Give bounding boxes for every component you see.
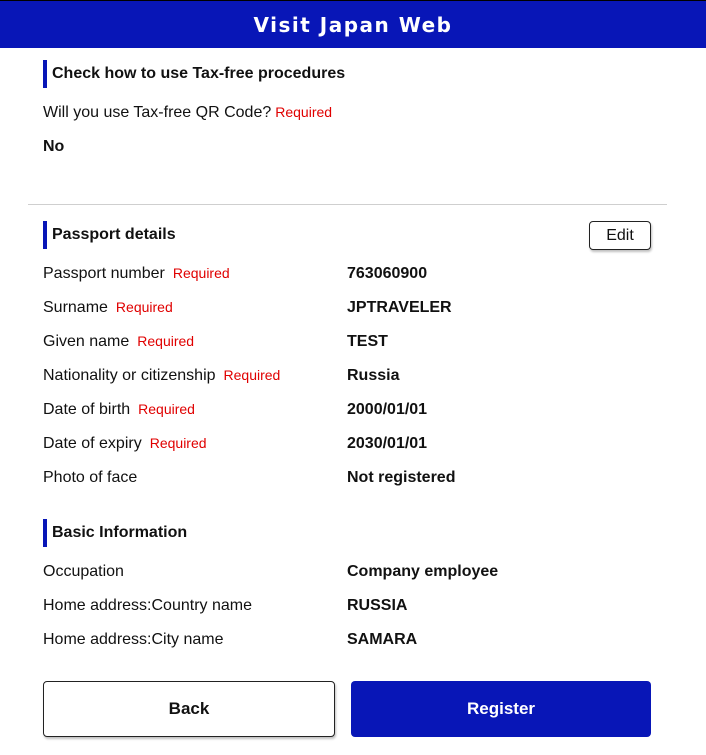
required-badge: Required [138, 401, 195, 417]
required-badge: Required [137, 333, 195, 349]
basic-row-city [43, 630, 663, 650]
passport-section-title [43, 221, 176, 249]
basic-section-title-text: Basic Information [52, 524, 188, 541]
taxfree-section-title-text: Check how to use Tax-free procedures [52, 65, 346, 82]
taxfree-question-text: Will you use Tax-free QR Code? [43, 104, 272, 121]
row-value: RUSSIA [347, 597, 408, 614]
required-badge: Required [172, 265, 230, 281]
row-value: Company employee [347, 563, 499, 580]
required-badge: Required [275, 104, 333, 120]
row-value: Russia [347, 367, 400, 384]
passport-row-photo [43, 468, 663, 488]
taxfree-section-title [43, 60, 345, 88]
row-label: Photo of face [43, 469, 138, 486]
row-label: Home address:Country name [43, 597, 252, 614]
row-label: Nationality or citizenship Required [43, 367, 281, 384]
required-badge: Required [223, 367, 281, 383]
app-title: Visit Japan Web [253, 12, 453, 37]
row-value: 2030/01/01 [347, 435, 428, 452]
row-label: Surname Required [43, 299, 173, 316]
section-divider [28, 204, 667, 205]
basic-section-title [43, 519, 187, 547]
passport-row-surname [43, 298, 663, 318]
required-badge: Required [149, 435, 207, 451]
row-label: Given name Required [43, 333, 195, 350]
edit-passport-button[interactable]: Edit [589, 221, 651, 250]
row-value: 763060900 [347, 265, 428, 282]
row-value: SAMARA [347, 631, 418, 648]
row-value: Not registered [347, 469, 456, 486]
taxfree-question [43, 104, 332, 122]
taxfree-answer: No [43, 138, 65, 155]
row-label: Date of birth Required [43, 401, 195, 418]
register-button[interactable]: Register [351, 681, 651, 737]
passport-row-number [43, 264, 663, 284]
passport-row-birth-date [43, 400, 663, 420]
basic-row-country [43, 596, 663, 616]
row-value: JPTRAVELER [347, 299, 452, 316]
passport-row-given-name [43, 332, 663, 352]
required-badge: Required [115, 299, 173, 315]
row-value: TEST [347, 333, 388, 350]
row-label: Occupation [43, 563, 124, 580]
row-value: 2000/01/01 [347, 401, 428, 418]
row-label: Passport number Required [43, 265, 230, 282]
passport-row-expiry-date [43, 434, 663, 454]
back-button[interactable]: Back [43, 681, 335, 737]
row-label: Home address:City name [43, 631, 224, 648]
passport-section-title-text: Passport details [52, 226, 176, 243]
basic-row-occupation [43, 562, 663, 582]
passport-row-nationality [43, 366, 663, 386]
app-header [0, 0, 706, 48]
row-label: Date of expiry Required [43, 435, 207, 452]
